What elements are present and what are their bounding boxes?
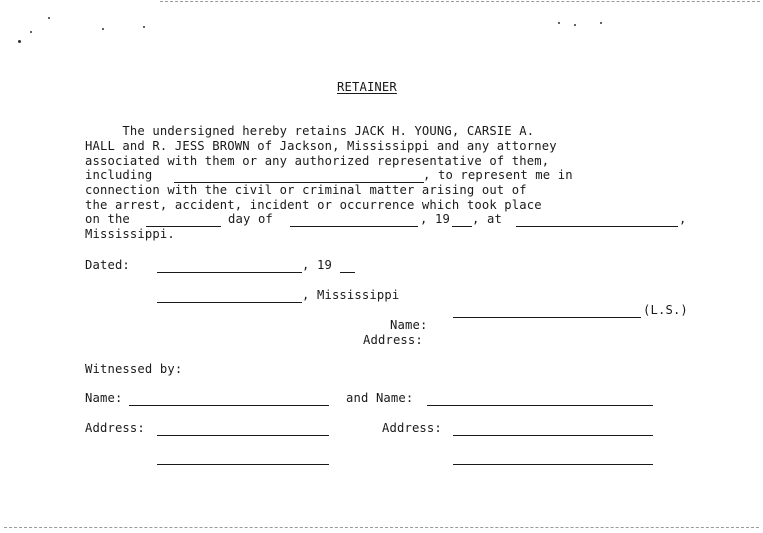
top-scan-edge	[160, 1, 760, 2]
dated-blank[interactable]	[157, 272, 302, 273]
witness-1-name-label: Name:	[85, 391, 123, 405]
body-line-4-including: including	[85, 168, 153, 182]
body-line-8: Mississippi.	[85, 227, 175, 241]
scan-speck	[48, 17, 50, 19]
witness-2-address-blank[interactable]	[453, 435, 653, 436]
dated-year-blank[interactable]	[340, 272, 355, 273]
body-line-2: HALL and R. JESS BROWN of Jackson, Mississippi and any attorney	[85, 139, 557, 153]
witness-2-address-blank-2[interactable]	[453, 464, 653, 465]
month-blank[interactable]	[290, 226, 418, 227]
scan-speck	[558, 22, 560, 24]
scan-speck	[143, 26, 145, 28]
body-line-7-on-the: on the	[85, 212, 130, 226]
signer-name-label: Name:	[390, 318, 428, 332]
scan-speck	[600, 22, 602, 24]
body-line-1: The undersigned hereby retains JACK H. YOUNG, CARSIE A.	[85, 124, 535, 138]
scan-speck	[18, 40, 21, 43]
scan-speck	[102, 28, 104, 30]
body-line-3: associated with them or any authorized representative of them,	[85, 154, 550, 168]
witness-1-address-label: Address:	[85, 421, 145, 435]
body-line-7-at: , at	[472, 212, 502, 226]
witness-2-name-label: and Name:	[346, 391, 414, 405]
body-line-7-comma: ,	[679, 212, 687, 226]
body-line-7-year: , 19	[420, 212, 450, 226]
dated-label: Dated:	[85, 258, 130, 272]
place-blank[interactable]	[516, 226, 678, 227]
ls-label: (L.S.)	[643, 303, 688, 317]
bottom-scan-edge	[4, 527, 759, 528]
year-blank[interactable]	[452, 226, 472, 227]
dated-year-prefix: , 19	[302, 258, 332, 272]
witnessed-by-label: Witnessed by:	[85, 362, 183, 376]
witness-2-name-blank[interactable]	[427, 405, 653, 406]
place-signed-blank[interactable]	[157, 302, 302, 303]
body-line-4-rest: , to represent me in	[423, 168, 573, 182]
document-title: RETAINER	[337, 80, 397, 94]
witness-1-address-blank[interactable]	[157, 435, 329, 436]
scan-speck	[574, 24, 576, 26]
body-line-6: the arrest, accident, incident or occurrence which took place	[85, 198, 542, 212]
scan-speck	[30, 31, 32, 33]
signer-address-label: Address:	[363, 333, 423, 347]
body-line-7-day-of: day of	[228, 212, 273, 226]
witness-1-name-blank[interactable]	[129, 405, 329, 406]
witness-2-address-label: Address:	[382, 421, 442, 435]
body-line-5: connection with the civil or criminal matter arising out of	[85, 183, 527, 197]
place-signed-suffix: , Mississippi	[302, 288, 400, 302]
witness-1-address-blank-2[interactable]	[157, 464, 329, 465]
signature-blank[interactable]	[453, 317, 641, 318]
